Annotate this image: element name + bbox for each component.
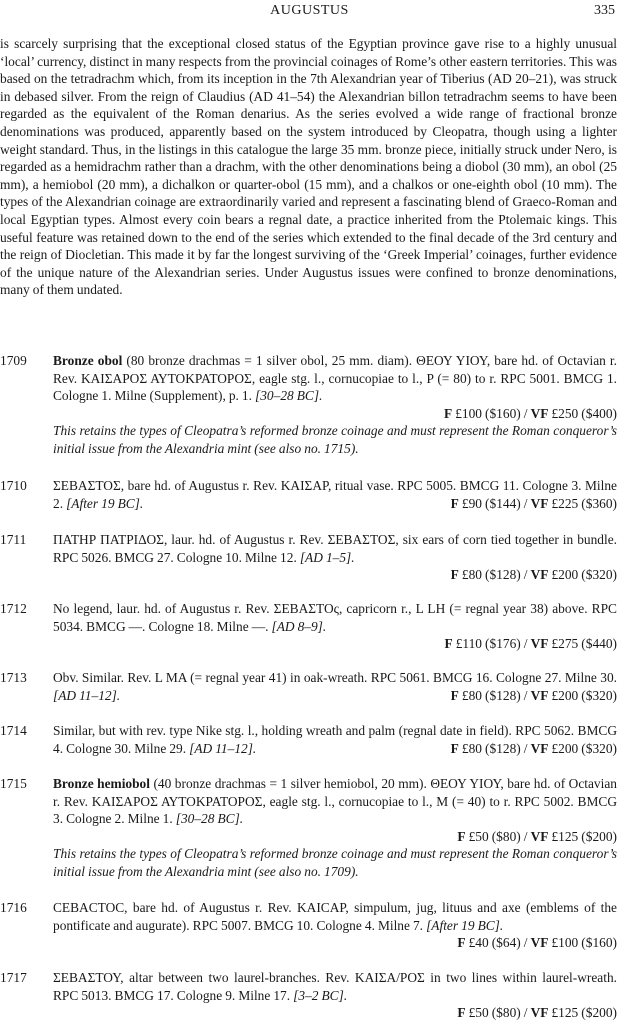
price-line: F £50 ($80) / VF £125 ($200) <box>457 1005 617 1021</box>
entry-number: 1709 <box>0 353 27 368</box>
entry-date: [30–28 BC]. <box>255 388 323 404</box>
catalogue-entry <box>0 531 617 584</box>
entry-date: [AD 11–12]. <box>53 687 121 703</box>
denomination-title: Bronze hemiobol <box>53 776 150 791</box>
entry-note: This retains the types of Cleopatra’s reformed bronze coinage and must represent the Roman conqueror’s initial issue from the Alexandria mint (see also no. 1715). <box>53 423 617 456</box>
entry-body <box>53 352 617 458</box>
running-head: AUGUSTUS <box>270 3 349 18</box>
catalogue-entry <box>0 477 617 512</box>
entry-date: [AD 8–9]. <box>271 618 327 634</box>
page-number: 335 <box>594 3 615 18</box>
catalogue-entry <box>0 600 617 653</box>
intro-paragraph: is scarcely surprising that the exceptional closed status of the Egyptian province gave rise to a highly unusual ‘local’ currency, distinct in many respects from the provincial coinages of Rome’s other eastern territories. This was based on the tetradrachm which, from its inception in the 7th Alexandrian year of Tiberius (AD 20–21), was struck in debased silver. From the reign of Claudius (AD 41–54) the Alexandrian billon tetradrachm seems to have been regarded as the equivalent of the Roman denarius. As the series evolved a wide range of fractional bronze denominations was produced, apparently based on the system introduced by Cleopatra, though using a lighter weight standard. Thus, in the listings in this catalogue the large 35 mm. bronze piece, initially struck under Nero, is regarded as a hemidrachm rather than a drachm, with the other denominations being a diobol (30 mm), an obol (25 mm), a hemiobol (20 mm), a dichalkon or quarter-obol (15 mm), and a chalkos or one-eighth obol (10 mm). The types of the Alexandrian coinage are extraordinarily varied and represent a fascinating blend of Graeco-Roman and local Egyptian types. Almost every coin bears a regnal date, a practice inherited from the Ptolemaic kings. This useful feature was retained down to the end of the series which extended to the final decade of the 3rd century and the reign of Diocletian. This made it by far the longest surviving of the ‘Greek Imperial’ coinages, further evidence of the unique nature of the Alexandrian series. Under Augustus issues were confined to bronze denominations, many of them undated. <box>0 36 617 298</box>
catalogue-entry <box>0 722 617 757</box>
price-line: F £100 ($160) / VF £250 ($400) <box>443 405 617 421</box>
entry-body <box>53 722 617 757</box>
price-line: F £80 ($128) / VF £200 ($320) <box>450 687 617 703</box>
entry-description: ΣΕΒΑΣΤΟΣ, bare hd. of Augustus r. Rev. ΚΑΙΣΑΡ, ritual vase. RPC 5005. BMCG 11. Cologne 3. Milne 2. [After 19 BC]. F £90 ($144) / VF £225 ($360) <box>53 478 617 511</box>
catalogue-entry <box>0 899 617 952</box>
denomination-title: Bronze obol <box>53 353 123 368</box>
entry-description: ΠΑΤΗΡ ΠΑΤΡΙΔΟΣ, laur. hd. of Augustus r. Rev. ΣΕΒΑΣΤΟΣ, six ears of corn tied together in bundle. RPC 5026. BMCG 27. Cologne 10. Milne 12. [AD 1–5]. <box>53 532 617 565</box>
entry-description: CEBACTOC, bare hd. of Augustus r. Rev. KAICAP, simpulum, jug, lituus and axe (emblems of the pontificate and augurate). RPC 5007. BMCG 10. Cologne 4. Milne 7. [After 19 BC]. <box>53 900 617 933</box>
entry-number: 1711 <box>0 532 27 547</box>
entry-number: 1717 <box>0 970 27 985</box>
catalogue-entry <box>0 669 617 704</box>
entry-body <box>53 600 617 653</box>
entry-body <box>53 669 617 704</box>
entry-description: Obv. Similar. Rev. L MA (= regnal year 41) in oak-wreath. RPC 5061. BMCG 16. Cologne 27. Milne 30. [AD 11–12]. F £80 ($128) / VF £200 ($320) <box>53 670 617 703</box>
entry-description: Similar, but with rev. type Nike stg. l., holding wreath and palm (regnal date in field). RPC 5062. BMCG 4. Cologne 30. Milne 29. [AD 11–12]. F £80 ($128) / VF £200 ($320) <box>53 723 617 756</box>
entry-description: Bronze hemiobol (40 bronze drachmas = 1 silver hemiobol, 20 mm). ΘΕΟΥ ΥΙΟΥ, bare hd. of Octavian r. Rev. ΚΑΙΣΑΡΟΣ ΑΥΤΟΚΡΑΤΟΡΟΣ, eagle stg. l., cornucopiae to l., M (= 40) to r. RPC 5002. BMCG 3. Cologne 2. Milne 1. [30–28 BC]. <box>53 776 617 827</box>
entry-description: Bronze obol (80 bronze drachmas = 1 silver obol, 25 mm. diam). ΘΕΟΥ ΥΙΟΥ, bare hd. of Octavian r. Rev. ΚΑΙΣΑΡΟΣ ΑΥΤΟΚΡΑΤΟΡΟΣ, eagle stg. l., cornucopiae to l., P (= 80) to r. RPC 5001. BMCG 1. Cologne 1. Milne (Supplement), p. 1. [30–28 BC]. <box>53 353 617 404</box>
entry-body <box>53 899 617 952</box>
entry-number: 1713 <box>0 670 27 685</box>
price-line: F £80 ($128) / VF £200 ($320) <box>450 740 617 756</box>
price-line: F £80 ($128) / VF £200 ($320) <box>450 567 617 583</box>
entry-note: This retains the types of Cleopatra’s reformed bronze coinage and must represent the Roman conqueror’s initial issue from the Alexandria mint (see also no. 1709). <box>53 846 617 879</box>
entry-body <box>53 969 617 1022</box>
entry-number: 1715 <box>0 776 27 791</box>
entry-date: [AD 1–5]. <box>299 549 355 565</box>
price-line: F £90 ($144) / VF £225 ($360) <box>450 495 617 511</box>
price-line: F £40 ($64) / VF £100 ($160) <box>457 935 617 951</box>
entry-date: [30–28 BC]. <box>175 811 244 827</box>
page-header <box>0 0 619 22</box>
entry-number: 1714 <box>0 723 27 738</box>
catalogue-entry <box>0 969 617 1022</box>
entry-number: 1716 <box>0 900 27 915</box>
entry-number: 1710 <box>0 478 27 493</box>
entry-body <box>53 531 617 584</box>
entry-date: [After 19 BC]. <box>66 495 144 511</box>
entry-date: [AD 11–12]. <box>189 740 257 756</box>
entry-date: [3–2 BC]. <box>293 987 348 1003</box>
entry-description: No legend, laur. hd. of Augustus r. Rev. ΣΕΒΑΣΤΟς, capricorn r., L LH (= regnal year 38) above. RPC 5034. BMCG —. Cologne 18. Milne —. [AD 8–9]. <box>53 601 617 634</box>
price-line: F £50 ($80) / VF £125 ($200) <box>457 828 617 844</box>
price-line: F £110 ($176) / VF £275 ($440) <box>444 636 617 652</box>
entry-number: 1712 <box>0 601 27 616</box>
catalogue-entry <box>0 775 617 881</box>
entry-body <box>53 477 617 512</box>
catalogue-entry <box>0 352 617 458</box>
entry-date: [After 19 BC]. <box>426 917 504 933</box>
entry-description: ΣΕΒΑΣΤΟΥ, altar between two laurel-branches. Rev. ΚΑΙΣΑ/ΡΟΣ in two lines within laurel-wreath. RPC 5013. BMCG 17. Cologne 9. Milne 17. [3–2 BC]. <box>53 970 617 1003</box>
entry-body <box>53 775 617 881</box>
